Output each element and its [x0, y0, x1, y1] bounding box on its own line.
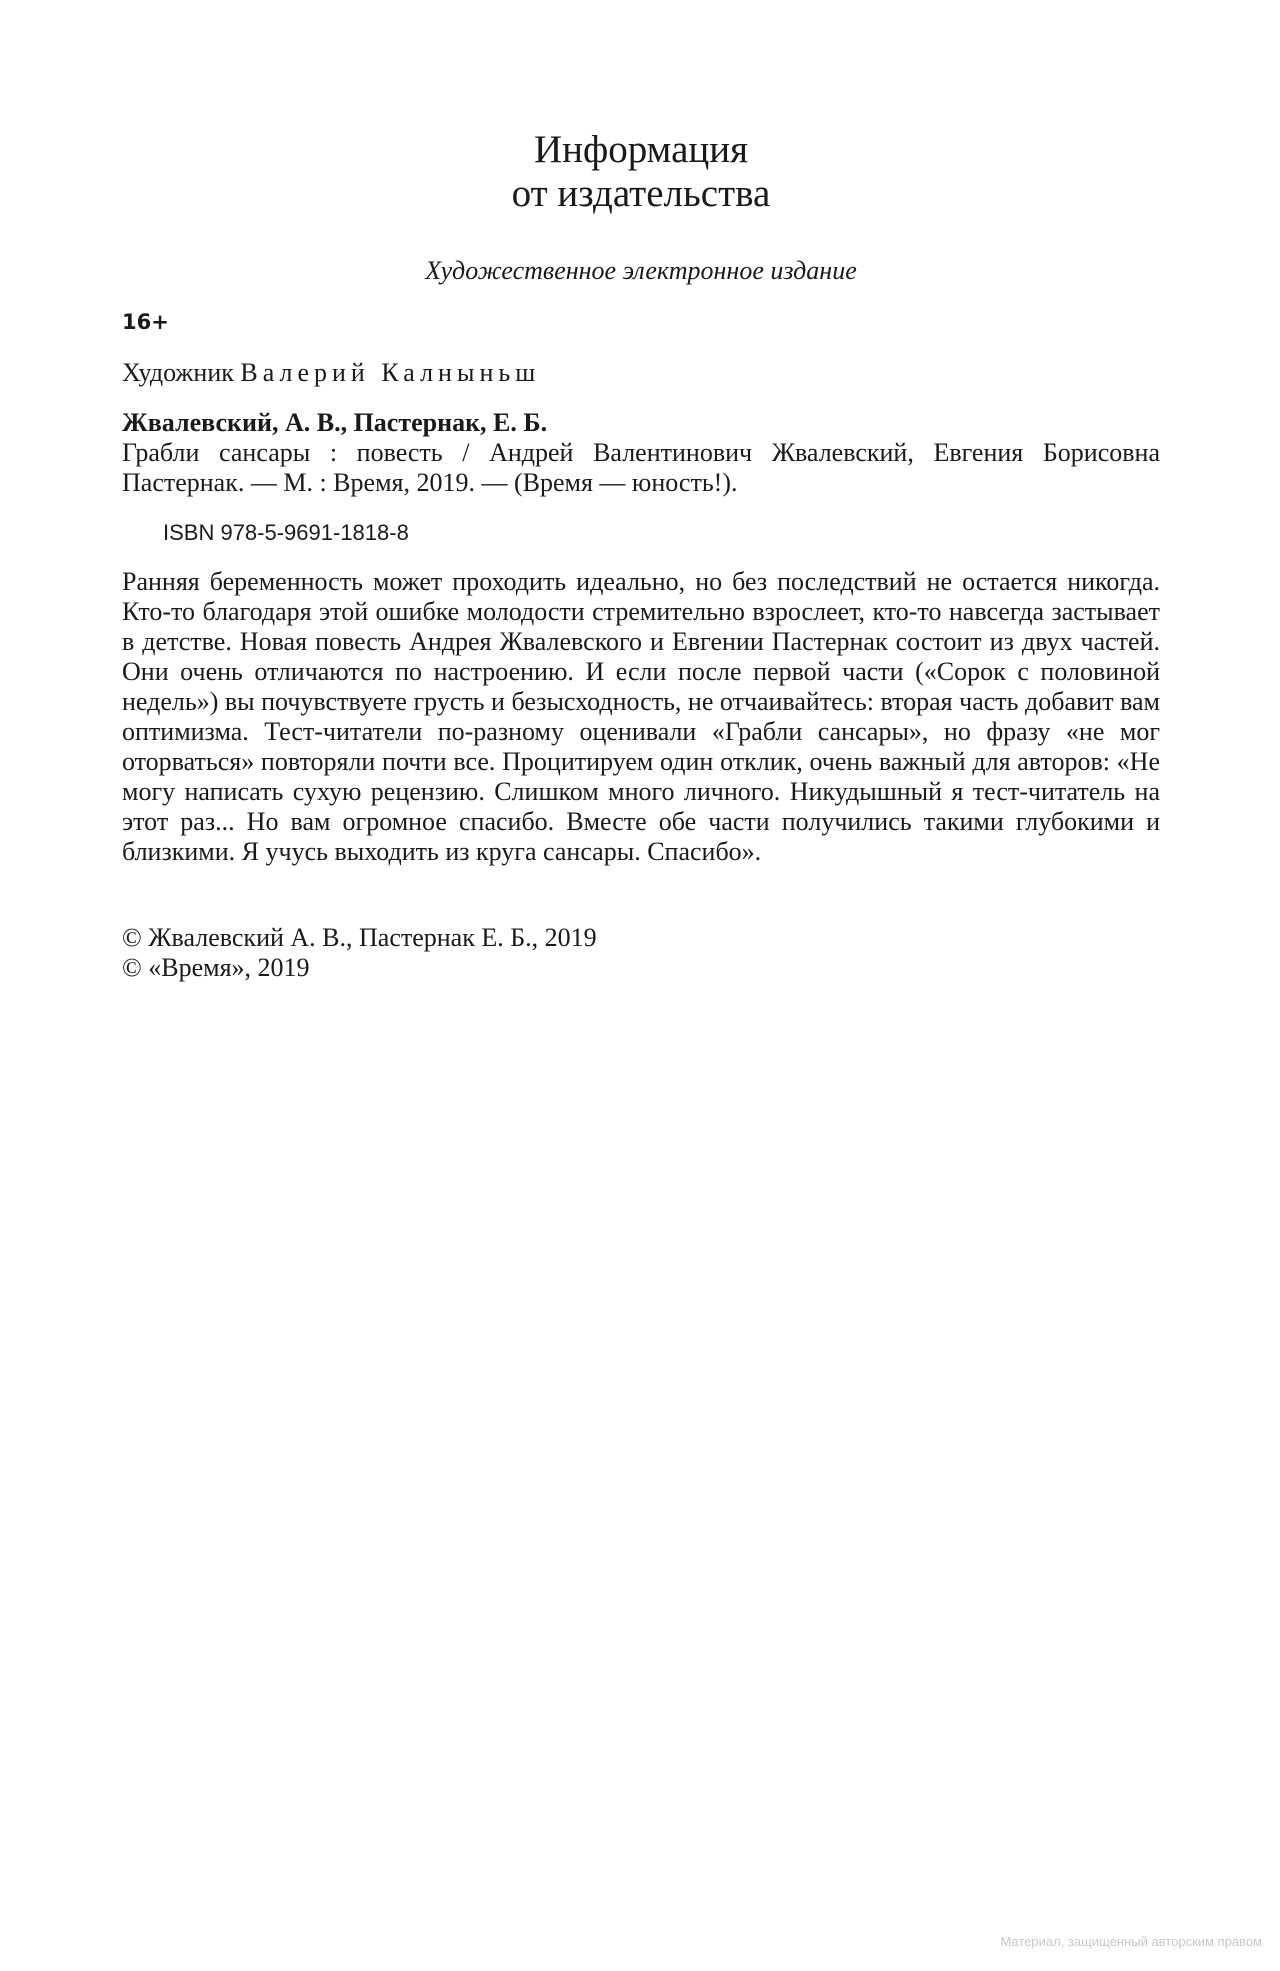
catalog-description: Грабли сансары : повесть / Андрей Валентинович Жвалевский, Евгения Борисовна Пастернак. — М. : Время, 2019. — (Время — юность!). — [122, 438, 1160, 497]
artist-name: Валерий Калныньш — [240, 358, 541, 387]
copyright-block — [122, 923, 597, 983]
annotation-text: Ранняя беременность может проходить идеально, но без последствий не остается никогда. Кто-то благодаря этой ошибке молодости стремительно взрослеет, кто-то навсегда застывает в детстве. Новая повесть Андрея Жвалевского и Евгении Пастернак состоит из двух частей. Они очень отличаются по настроению. И если после первой части («Сорок с половиной недель») вы почувствуете грусть и безысходность, не отчаивайтесь: вторая часть добавит вам оптимизма. Тест-читатели по-разному оценивали «Грабли сансары», но фразу «не мог оторваться» повторяли почти все. Процитируем один отклик, очень важный для авторов: «Не могу написать сухую рецензию. Слишком много личного. Никудышный я тест-читатель на этот раз... Но вам огромное спасибо. Вместе обе части получились такими глубокими и близкими. Я учусь выходить из круга сансары. Спасибо». — [122, 567, 1160, 866]
catalog-authors: Жвалевский, А. В., Пастернак, Е. Б. — [122, 408, 548, 437]
artist-credit — [122, 358, 540, 388]
page-title-line-2: от издательства — [511, 172, 771, 215]
copyright-authors: © Жвалевский А. В., Пастернак Е. Б., 2019 — [122, 923, 597, 952]
copyright-watermark: Материал, защищенный авторским правом — [1000, 1934, 1262, 1949]
artist-label: Художник — [122, 358, 234, 387]
copyright-publisher: © «Время», 2019 — [122, 953, 310, 982]
isbn: ISBN 978-5-9691-1818-8 — [163, 520, 409, 545]
edition-type: Художественное электронное издание — [425, 256, 857, 285]
age-rating: 16+ — [122, 310, 169, 334]
page-title-line-1: Информация — [533, 128, 749, 171]
page-title — [122, 128, 1160, 216]
